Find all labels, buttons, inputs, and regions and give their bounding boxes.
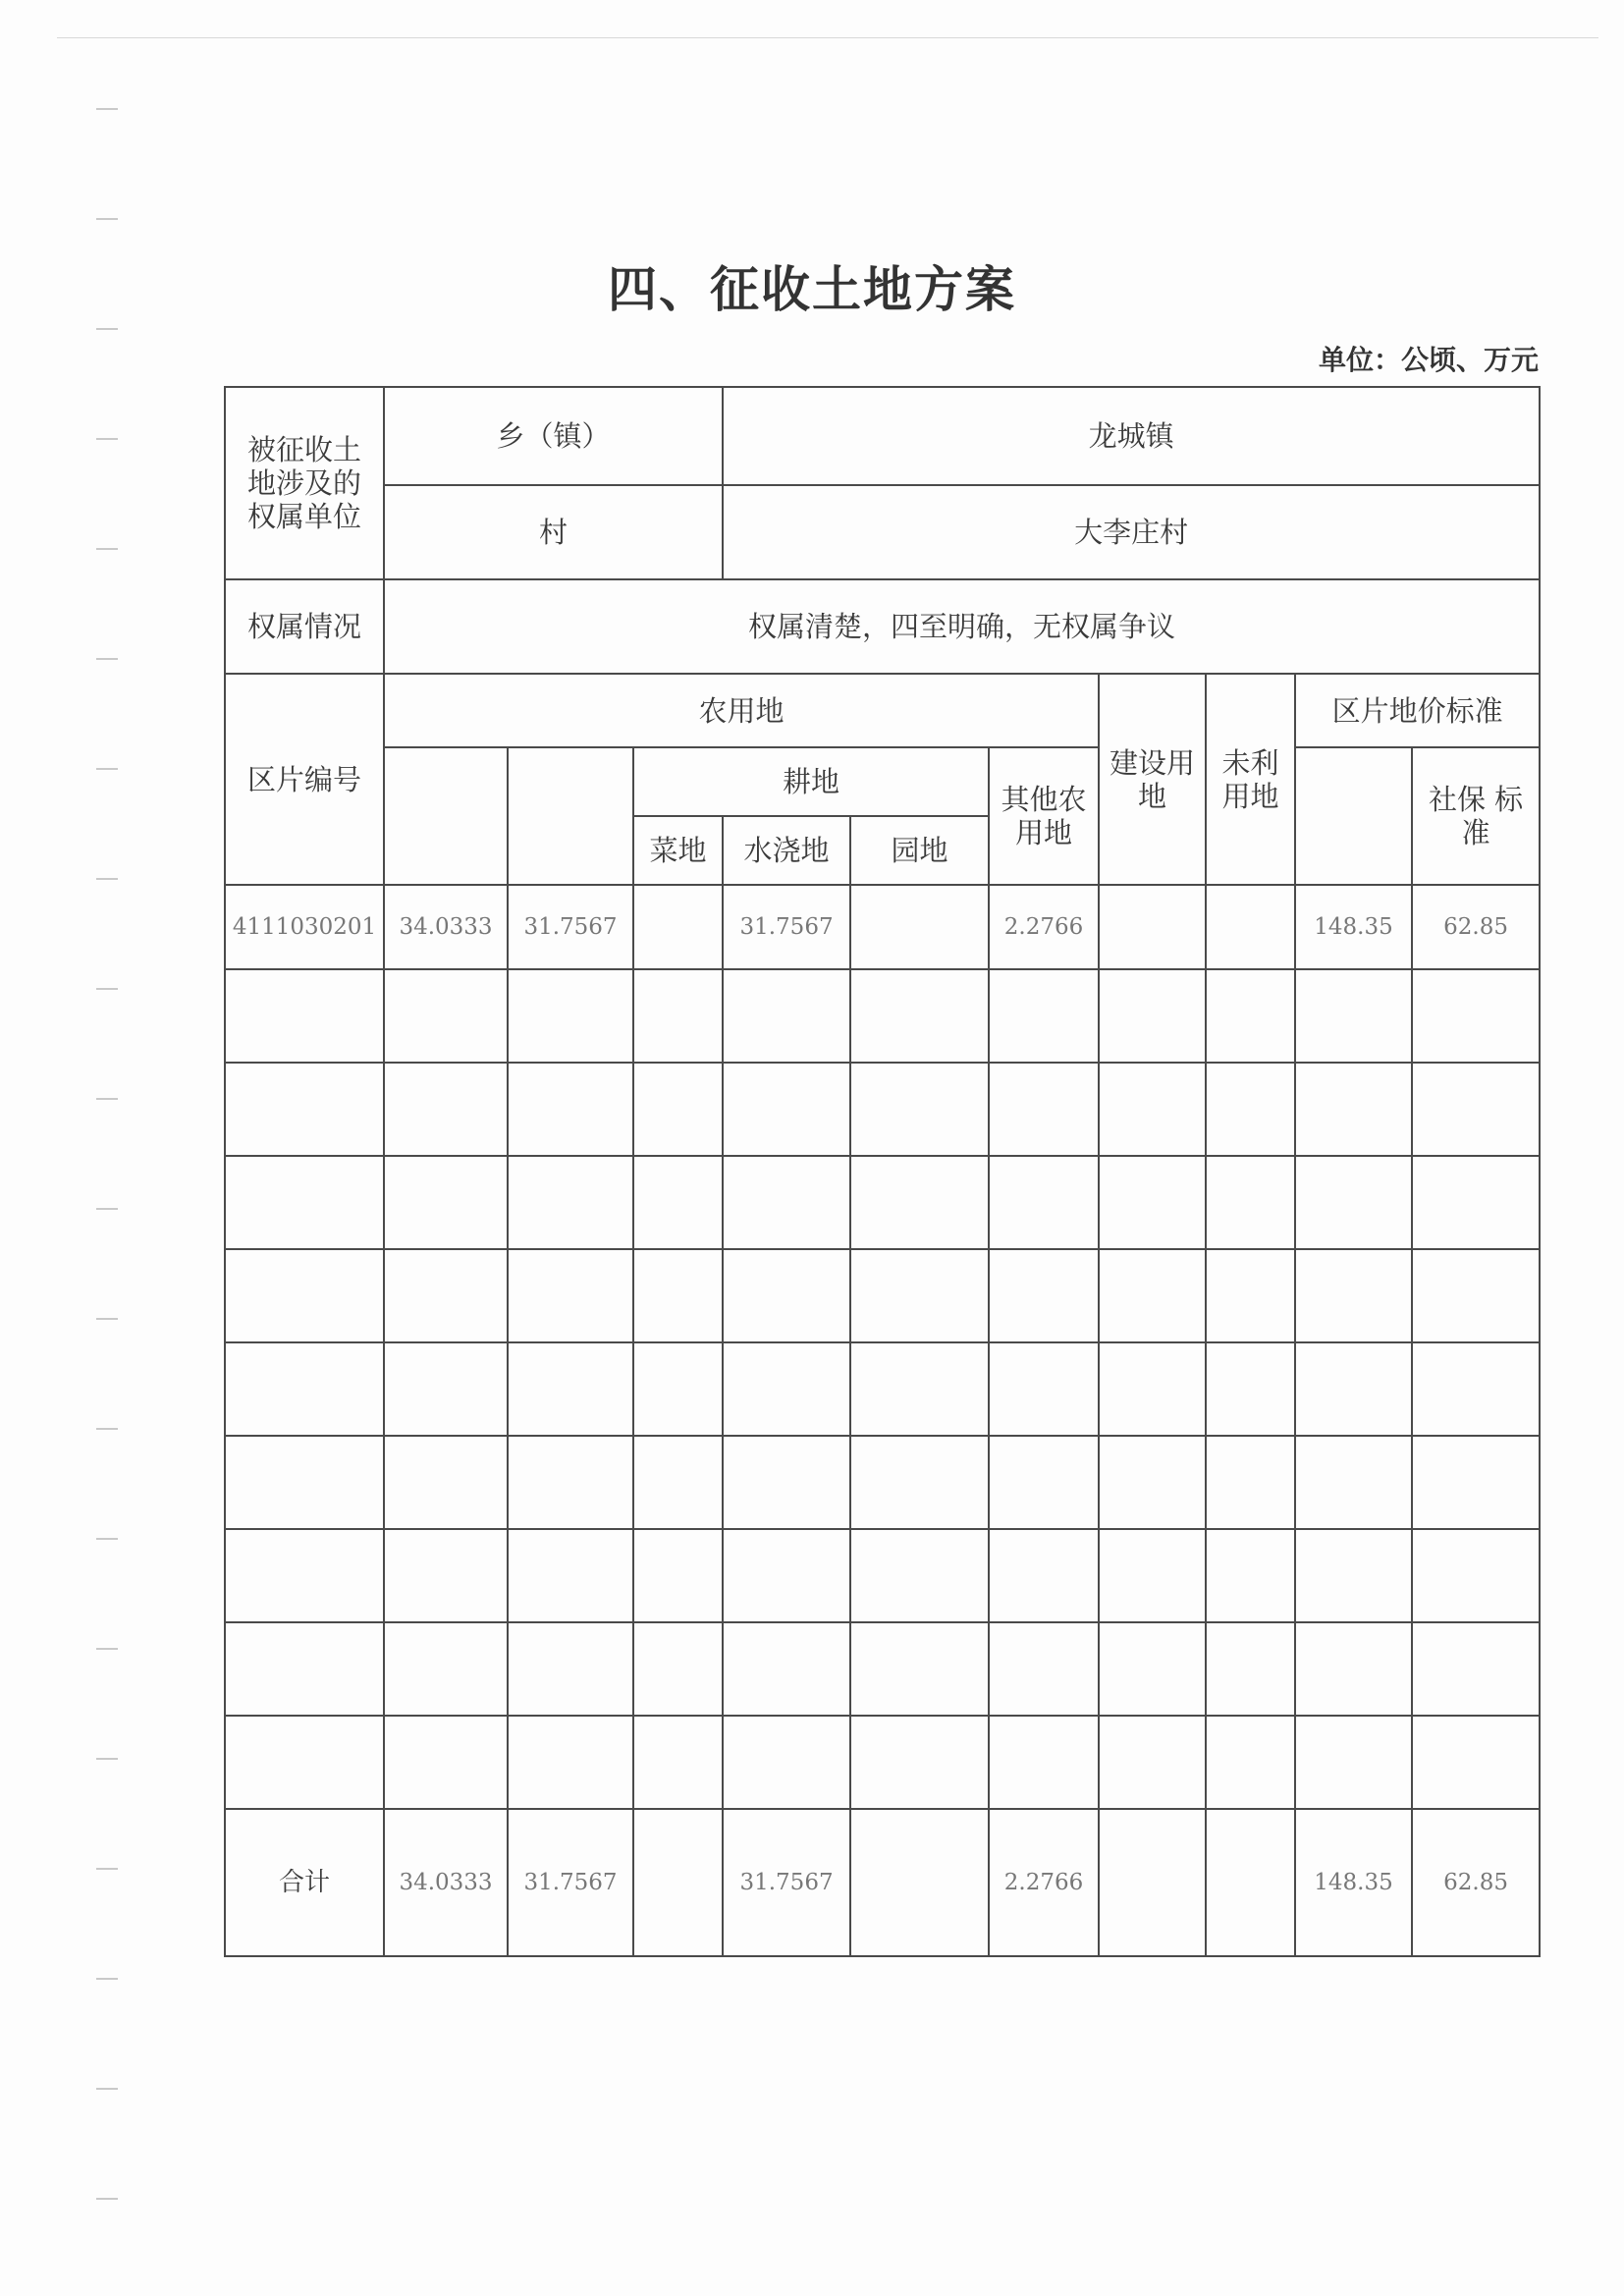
- ownership-label-line: 权属单位: [246, 500, 361, 533]
- total-irrigated-cell: 31.7567: [723, 1809, 850, 1956]
- total-unused-cell: [1206, 1809, 1295, 1956]
- agricultural-header: 农用地: [384, 674, 1099, 747]
- total-other-agri-cell: 2.2766: [989, 1809, 1099, 1956]
- empty-row: [225, 1436, 1540, 1529]
- construction-cell: [1099, 885, 1206, 969]
- ownership-status-value: 权属清楚，四至明确，无权属争议: [384, 579, 1540, 674]
- social-security-header-line: 社保 标: [1428, 783, 1524, 816]
- agri-total-cell: 34.0333: [384, 885, 508, 969]
- page-edge: [57, 37, 1598, 38]
- zone-code-cell: 4111030201: [225, 885, 384, 969]
- binding-mark: [96, 218, 118, 220]
- zone-price-value-header: [1295, 747, 1412, 885]
- irrigated-header: 水浇地: [723, 816, 850, 885]
- vegetable-header: 菜地: [633, 816, 723, 885]
- binding-mark: [96, 1978, 118, 1980]
- cultivated-header: 耕地: [633, 747, 989, 816]
- binding-mark: [96, 1428, 118, 1430]
- vegetable-cell: [633, 885, 723, 969]
- town-row: [225, 387, 1540, 485]
- binding-mark: [96, 1208, 118, 1210]
- empty-row: [225, 1342, 1540, 1436]
- binding-mark: [96, 328, 118, 330]
- other-agri-cell: 2.2766: [989, 885, 1099, 969]
- cultivated-total-cell: 31.7567: [508, 885, 633, 969]
- unused-header-line: 用地: [1221, 779, 1279, 813]
- binding-mark: [96, 108, 118, 110]
- cultivated-total-header: [508, 747, 633, 885]
- total-vegetable-cell: [633, 1809, 723, 1956]
- zone-code-header: 区片编号: [225, 674, 384, 885]
- other-agri-header: [989, 747, 1099, 885]
- binding-mark: [96, 1098, 118, 1100]
- binding-mark: [96, 438, 118, 440]
- binding-mark: [96, 1868, 118, 1870]
- binding-mark: [96, 548, 118, 550]
- total-label: 合计: [225, 1809, 384, 1956]
- town-label: 乡（镇）: [384, 387, 723, 485]
- binding-mark: [96, 658, 118, 660]
- binding-mark: [96, 1538, 118, 1540]
- binding-mark: [96, 988, 118, 990]
- other-agri-header-line: 其他农: [1001, 783, 1087, 816]
- town-value: 龙城镇: [723, 387, 1540, 485]
- village-row: [225, 485, 1540, 579]
- unused-header-line: 未利: [1221, 745, 1279, 780]
- total-garden-cell: [850, 1809, 989, 1956]
- garden-header: 园地: [850, 816, 989, 885]
- zone-price-header: 区片地价标准: [1295, 674, 1540, 747]
- empty-row: [225, 969, 1540, 1063]
- ownership-label-line: 地涉及的: [246, 466, 361, 500]
- total-agri-cell: 34.0333: [384, 1809, 508, 1956]
- social-security-cell: 62.85: [1412, 885, 1540, 969]
- land-acquisition-table: [224, 386, 1541, 1957]
- page-title: 四、征收土地方案: [608, 260, 1016, 318]
- ownership-unit-label: [225, 387, 384, 579]
- total-cultivated-cell: 31.7567: [508, 1809, 633, 1956]
- empty-row: [225, 1249, 1540, 1342]
- unused-header: [1206, 674, 1295, 885]
- ownership-status-row: [225, 579, 1540, 674]
- header-row-1: [225, 674, 1540, 747]
- total-row: [225, 1809, 1540, 1956]
- social-security-header: [1412, 747, 1540, 885]
- empty-row: [225, 1716, 1540, 1809]
- total-construction-cell: [1099, 1809, 1206, 1956]
- social-security-header-line: 准: [1461, 816, 1490, 849]
- header-row-2: [225, 747, 1540, 816]
- empty-row: [225, 1156, 1540, 1249]
- binding-mark: [96, 878, 118, 880]
- total-zone-price-cell: 148.35: [1295, 1809, 1412, 1956]
- construction-header-line: 建设用: [1110, 745, 1196, 780]
- unused-cell: [1206, 885, 1295, 969]
- other-agri-header-line: 用地: [1015, 816, 1073, 849]
- ownership-status-label: 权属情况: [225, 579, 384, 674]
- binding-mark: [96, 1648, 118, 1650]
- table-row: [225, 885, 1540, 969]
- binding-mark: [96, 2088, 118, 2090]
- empty-row: [225, 1063, 1540, 1156]
- binding-mark: [96, 1318, 118, 1320]
- agri-total-header: [384, 747, 508, 885]
- unit-label: 单位：公顷、万元: [1318, 344, 1539, 376]
- construction-header-line: 地: [1138, 779, 1167, 813]
- binding-mark: [96, 1758, 118, 1760]
- binding-mark: [96, 2198, 118, 2200]
- zone-price-cell: 148.35: [1295, 885, 1412, 969]
- empty-row: [225, 1529, 1540, 1622]
- village-value: 大李庄村: [723, 485, 1540, 579]
- construction-header: [1099, 674, 1206, 885]
- irrigated-cell: 31.7567: [723, 885, 850, 969]
- empty-row: [225, 1622, 1540, 1716]
- garden-cell: [850, 885, 989, 969]
- ownership-label-line: 被征收土: [246, 433, 361, 466]
- binding-mark: [96, 768, 118, 770]
- village-label: 村: [384, 485, 723, 579]
- total-social-security-cell: 62.85: [1412, 1809, 1540, 1956]
